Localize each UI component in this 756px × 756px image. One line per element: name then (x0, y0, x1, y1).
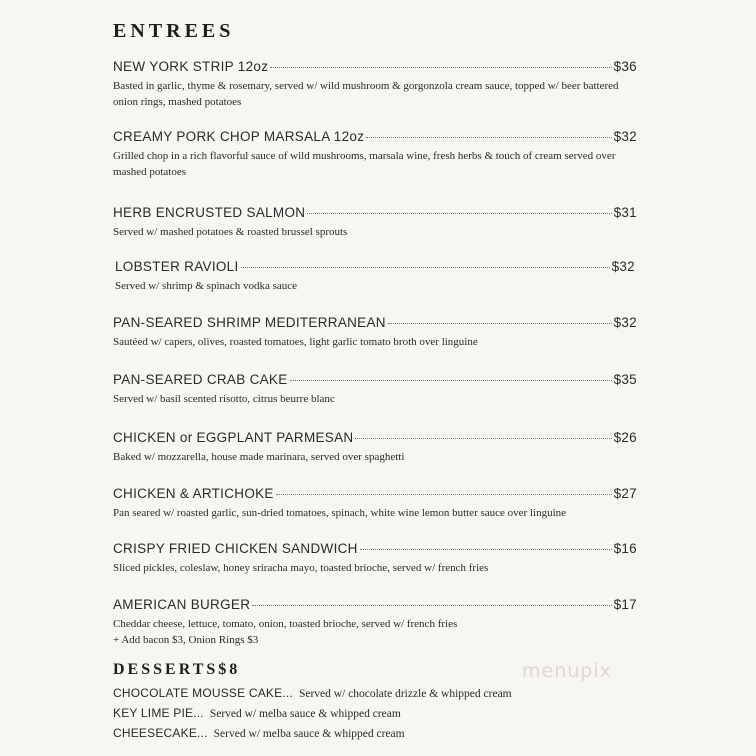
item-name: LOBSTER RAVIOLI (115, 259, 239, 274)
menu-item (115, 259, 635, 294)
item-price: $17 (613, 597, 637, 612)
item-price: $36 (613, 59, 637, 74)
item-price: $26 (613, 430, 637, 445)
item-name: CRISPY FRIED CHICKEN SANDWICH (113, 541, 358, 556)
entrees-title: ENTREES (113, 20, 235, 42)
item-price: $35 (613, 372, 637, 387)
menu-item (113, 205, 637, 240)
item-description: Served w/ mashed potatoes & roasted brussel sprouts (113, 226, 348, 238)
dessert-description: Served w/ melba sauce & whipped cream (213, 728, 405, 740)
item-name: CHICKEN & ARTICHOKE (113, 486, 274, 501)
item-description: Pan seared w/ roasted garlic, sun-dried tomatoes, spinach, white wine lemon butter sauce over linguine (113, 507, 567, 519)
dot-leader (290, 379, 612, 381)
item-description: Sliced pickles, coleslaw, honey sriracha mayo, toasted brioche, served w/ french fries (113, 562, 489, 574)
dot-leader (355, 437, 611, 439)
dot-leader (388, 322, 612, 324)
item-price: $27 (613, 486, 637, 501)
item-price: $32 (613, 315, 637, 330)
dessert-item (113, 726, 405, 741)
item-price: $31 (613, 205, 637, 220)
item-name: CREAMY PORK CHOP MARSALA 12oz (113, 129, 365, 144)
menu-item (113, 372, 637, 407)
item-description: Sautéed w/ capers, olives, roasted tomatoes, light garlic tomato broth over linguine (113, 336, 478, 348)
dot-leader (360, 548, 612, 550)
item-addon-text: + Add bacon $3, Onion Rings $3 (113, 634, 259, 646)
dot-leader (241, 266, 610, 268)
dot-leader (307, 212, 611, 214)
dessert-name: CHEESECAKE... (113, 726, 208, 740)
item-price: $32 (611, 259, 635, 274)
item-name: NEW YORK STRIP 12oz (113, 59, 269, 74)
dessert-description: Served w/ melba sauce & whipped cream (209, 708, 401, 720)
menu-item (113, 315, 637, 350)
item-name: AMERICAN BURGER (113, 597, 251, 612)
item-price: $16 (613, 541, 637, 556)
menupix-watermark: menupix (522, 660, 612, 682)
item-name: PAN-SEARED CRAB CAKE (113, 372, 288, 387)
item-name: HERB ENCRUSTED SALMON (113, 205, 306, 220)
menu-item (113, 597, 637, 648)
item-description: Basted in garlic, thyme & rosemary, served w/ wild mushroom & gorgonzola cream sauce, topped w/ beer battered onion rings, mashed potatoes (113, 80, 619, 108)
item-name: CHICKEN or EGGPLANT PARMESAN (113, 430, 354, 445)
dessert-name: KEY LIME PIE... (113, 706, 204, 720)
item-description: Grilled chop in a rich flavorful sauce of wild mushrooms, marsala wine, fresh herbs & touch of cream served over mashed potatoes (113, 150, 616, 178)
desserts-title: DESSERTS$8 (113, 661, 241, 678)
menu-item (113, 430, 637, 465)
item-description: Served w/ shrimp & spinach vodka sauce (115, 280, 298, 292)
menu-item (113, 129, 637, 180)
menu-item (113, 59, 637, 110)
menu-item (113, 541, 637, 576)
dot-leader (366, 136, 611, 138)
item-description (113, 616, 643, 648)
item-description: Served w/ basil scented risotto, citrus beurre blanc (113, 393, 335, 405)
item-description: Baked w/ mozzarella, house made marinara, served over spaghetti (113, 451, 405, 463)
dessert-description: Served w/ chocolate drizzle & whipped cream (298, 688, 512, 700)
item-price: $32 (613, 129, 637, 144)
dot-leader (276, 493, 612, 495)
dessert-item (113, 706, 401, 721)
dot-leader (252, 604, 611, 606)
item-description-text: Cheddar cheese, lettuce, tomato, onion, toasted brioche, served w/ french fries (113, 618, 458, 630)
dessert-item (113, 686, 512, 701)
menu-item (113, 486, 637, 521)
dessert-name: CHOCOLATE MOUSSE CAKE... (113, 686, 293, 700)
dot-leader (270, 66, 611, 68)
item-name: PAN-SEARED SHRIMP MEDITERRANEAN (113, 315, 386, 330)
